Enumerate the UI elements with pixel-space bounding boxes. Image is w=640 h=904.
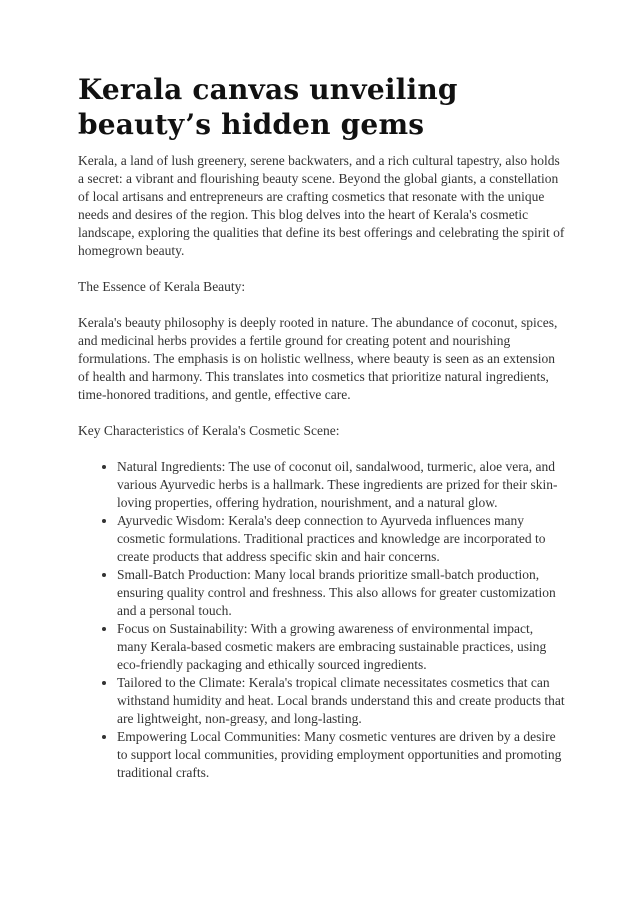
paragraph-essence: Kerala's beauty philosophy is deeply rooted in nature. The abundance of coconut, spices, and medicinal herbs provides a fertile ground for creating potent and nourishing formulations. The emphasis is on holistic wellness, where beauty is seen as an extension of health and harmony. This translates into cosmetics that prioritize natural ingredients, time-honored traditions, and gentle, effective care. <box>78 315 558 402</box>
list-item-small-batch-production: • Small-Batch Production: Many local brands prioritize small-batch production, ensuring quality control and freshness. This also allows for greater customization and a personal touch. <box>117 566 565 620</box>
list-item-natural-ingredients: • Natural Ingredients: The use of coconut oil, sandalwood, turmeric, aloe vera, and various Ayurvedic herbs is a hallmark. These ingredients are prized for their skin-loving properties, offering hydration, nourishment, and a natural glow. <box>117 458 565 512</box>
list-item-focus-on-sustainability: • Focus on Sustainability: With a growing awareness of environmental impact, many Kerala-based cosmetic makers are embracing sustainable practices, using eco-friendly packaging and ethically sourced ingredients. <box>117 620 565 674</box>
paragraph-intro: Kerala, a land of lush greenery, serene backwaters, and a rich cultural tapestry, also holds a secret: a vibrant and flourishing beauty scene. Beyond the global giants, a constellation of local artisans and entrepreneurs are crafting cosmetics that resonate with the unique needs and desires of the region. This blog delves into the heart of Kerala's cosmetic landscape, exploring the qualities that define its best offerings and celebrating the spirit of homegrown beauty. <box>78 153 565 258</box>
section-heading-essence: The Essence of Kerala Beauty: <box>78 279 246 294</box>
list-item-ayurvedic-wisdom: • Ayurvedic Wisdom: Kerala's deep connection to Ayurveda influences many cosmetic formulations. Traditional practices and knowledge are incorporated to create products that address specific skin and hair concerns. <box>117 512 565 566</box>
list-item-empowering-local-communities: • Empowering Local Communities: Many cosmetic ventures are driven by a desire to support local communities, providing employment opportunities and promoting traditional crafts. <box>117 728 565 782</box>
document-title: Kerala canvas unveiling beauty’s hidden gems <box>78 73 458 141</box>
characteristics-list <box>78 458 565 782</box>
section-heading-key-characteristics: Key Characteristics of Kerala's Cosmetic Scene: <box>78 423 340 438</box>
list-item-tailored-to-climate: • Tailored to the Climate: Kerala's tropical climate necessitates cosmetics that can withstand humidity and heat. Local brands understand this and create products that are lightweight, non-greasy, and long-lasting. <box>117 674 565 728</box>
